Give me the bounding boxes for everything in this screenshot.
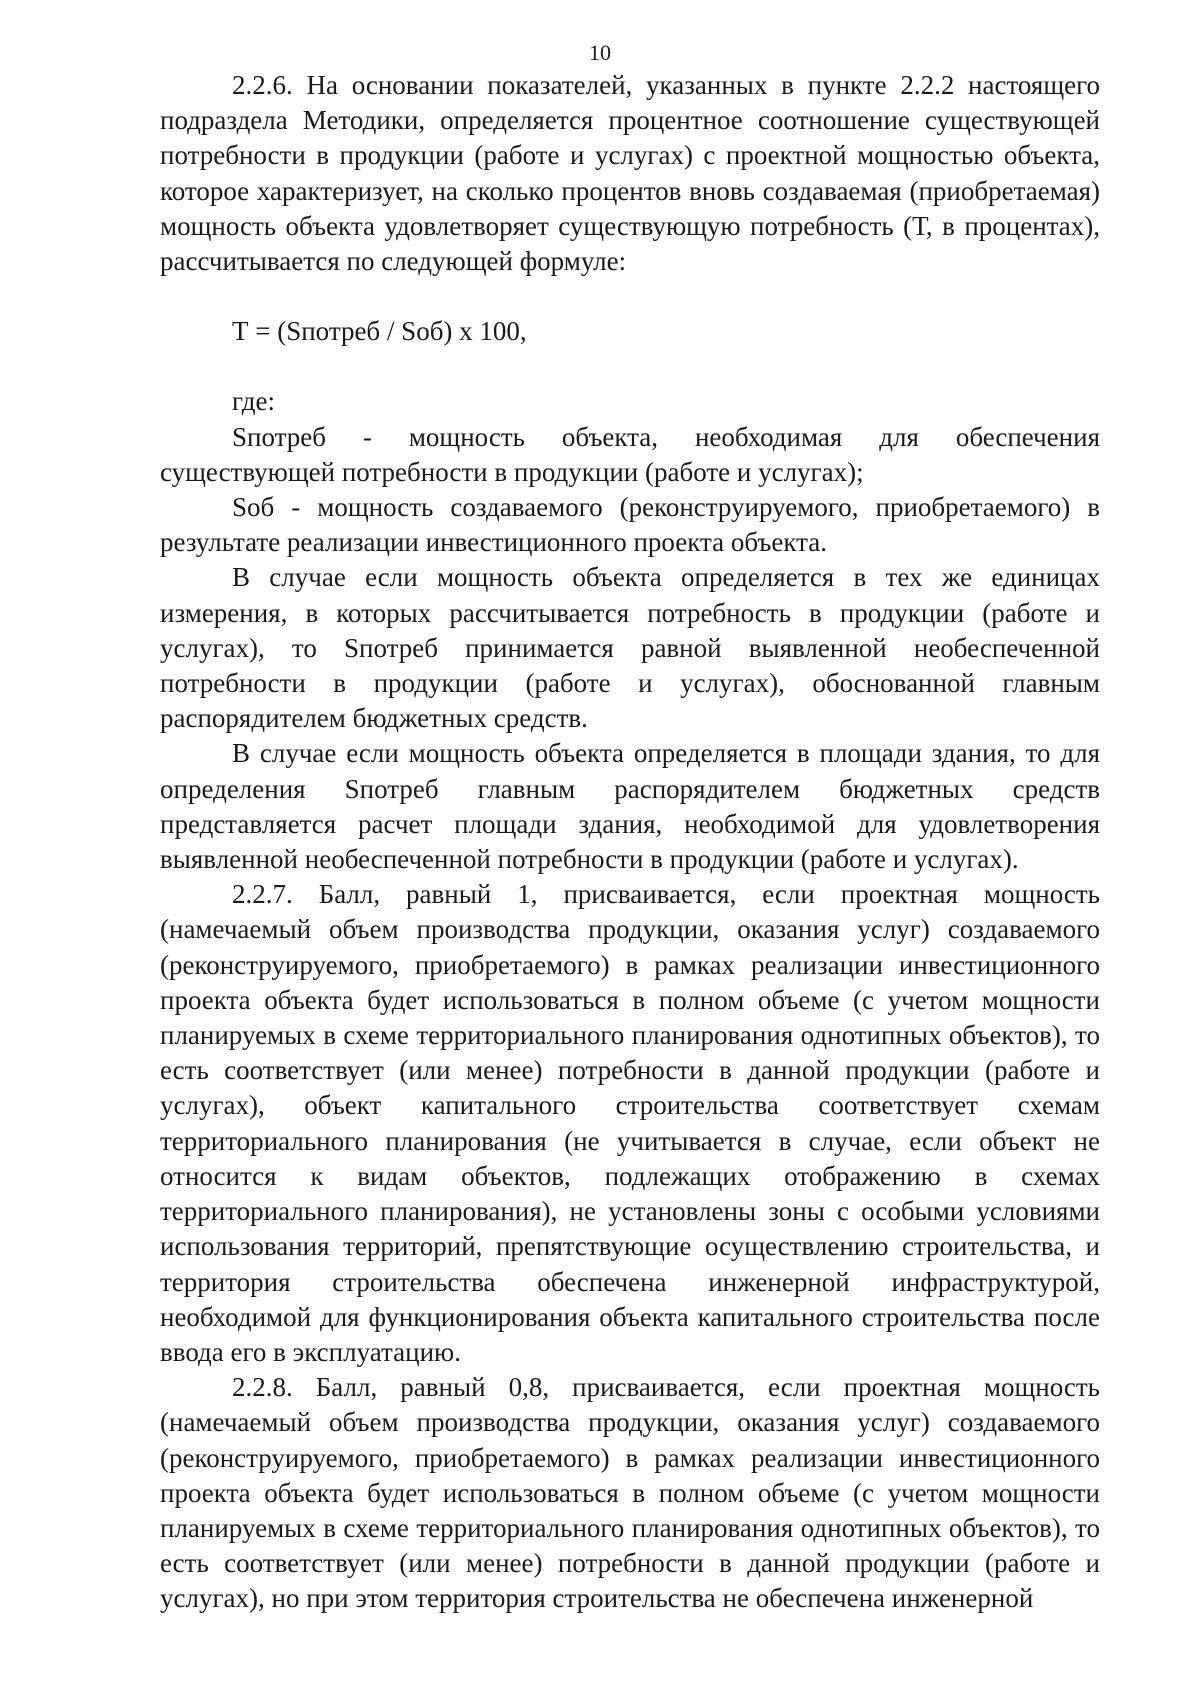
paragraph-case-same-units: В случае если мощность объекта определяется в тех же единицах измерения, в которых рассчитывается потребность в продукции (работе и услугах), то Sпотреб принимается равной выявленной необеспеченной потребности в продукции (работе и услугах), обоснованной главным распорядителем бюджетных средств. xyxy=(160,562,1100,734)
paragraph-case-building-area: В случае если мощность объекта определяется в площади здания, то для определения Sпотреб главным распорядителем бюджетных средств представляется расчет площади здания, необходимой для удовлетворения выявленной необеспеченной потребности в продукции (работе и услугах). xyxy=(160,738,1100,875)
where-label: где: xyxy=(232,386,275,417)
paragraph-2-2-8: 2.2.8. Балл, равный 0,8, присваивается, если проектная мощность (намечаемый объем производства продукции, оказания услуг) создаваемого (реконструируемого, приобретаемого) в рамках реализации инвестиционного проекта объекта будет использоваться в полном объеме (с учетом мощности планируемых в схеме территориального планирования однотипных объектов), то есть соответствует (или менее) потребности в данной продукции (работе и услугах), но при этом территория строительства не обеспечена инженерной xyxy=(160,1372,1100,1614)
page-number: 10 xyxy=(589,40,611,65)
document-body xyxy=(160,68,1100,1617)
paragraph-2-2-6: 2.2.6. На основании показателей, указанных в пункте 2.2.2 настоящего подраздела Методики, определяется процентное соотношение существующей потребности в продукции (работе и услугах) с проектной мощностью объекта, которое характеризует, на сколько процентов вновь создаваемая (приобретаемая) мощность объекта удовлетворяет существующую потребность (Т, в процентах), рассчитывается по следующей формуле: xyxy=(160,70,1100,277)
formula-t: Т = (Sпотреб / Sоб) х 100, xyxy=(232,316,527,347)
definition-sob: Sоб - мощность создаваемого (реконструируемого, приобретаемого) в результате реализации инвестиционного проекта объекта. xyxy=(160,492,1100,558)
definition-spotreb: Sпотреб - мощность объекта, необходимая для обеспечения существующей потребности в продукции (работе и услугах); xyxy=(160,421,1100,487)
paragraph-2-2-7: 2.2.7. Балл, равный 1, присваивается, если проектная мощность (намечаемый объем производства продукции, оказания услуг) создаваемого (реконструируемого, приобретаемого) в рамках реализации инвестиционного проекта объекта будет использоваться в полном объеме (с учетом мощности планируемых в схеме территориального планирования однотипных объектов), то есть соответствует (или менее) потребности в данной продукции (работе и услугах), объект капитального строительства соответствует схемам территориального планирования (не учитывается в случае, если объект не относится к видам объектов, подлежащих отображению в схемах территориального планирования), не установлены зоны с особыми условиями использования территорий, препятствующие осуществлению строительства, и территория строительства обеспечена инженерной инфраструктурой, необходимой для функционирования объекта капитального строительства после ввода его в эксплуатацию. xyxy=(160,879,1100,1367)
